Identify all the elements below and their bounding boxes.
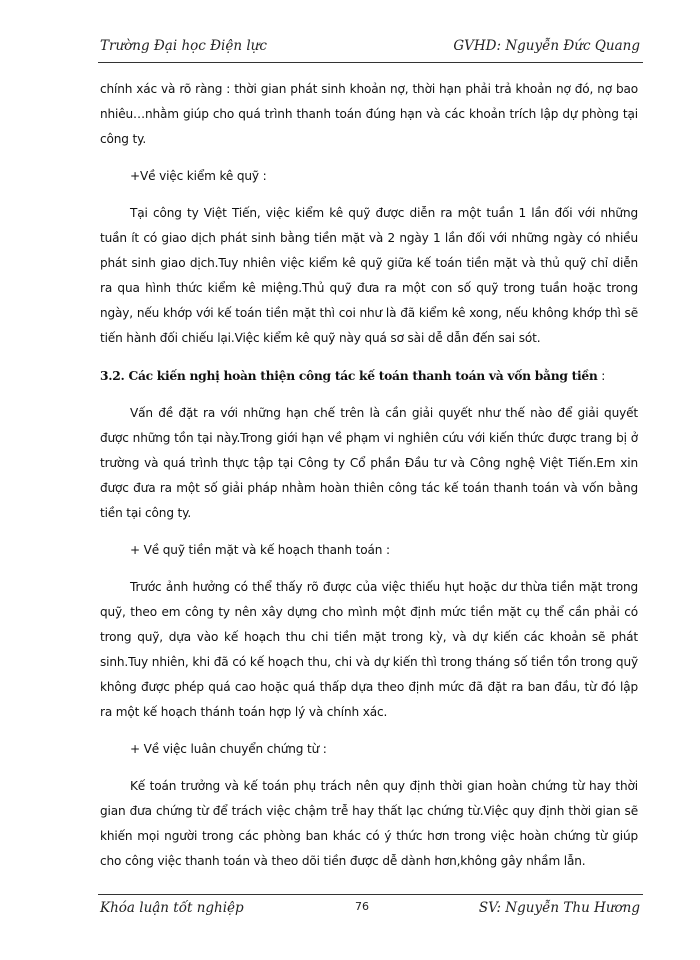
paragraph: Tại công ty Việt Tiến, việc kiểm kê quỹ được diễn ra một tuần 1 lần đối với những tuần ít có giao dịch phát sinh bằng tiền mặt và 2 ngày 1 lần đối với những ngày có nhiều phát sinh giao dịch.Tuy nhiên việc kiểm kê quỹ giữa kế toán tiền mặt và thủ quỹ chỉ diễn ra qua hình thức kiểm kê miệng.Thủ quỹ đưa ra một con số quỹ trong tuần hoặc trong ngày, nếu khớp với kế toán tiền mặt thì coi như là đã kiểm kê xong, nếu không khớp thì sẽ tiến hành đối chiếu lại.Việc kiểm kê quỹ này quá sơ sài dễ dẫn đến sai sót. xyxy=(100,206,638,345)
page-number: 76 xyxy=(355,900,369,913)
paragraph: Trước ảnh hưởng có thể thấy rõ được của việc thiếu hụt hoặc dư thừa tiền mặt trong quỹ, theo em công ty nên xây dựng cho mình một định mức tiền mặt cụ thể cần phải có trong quỹ, dựa vào kế hoạch thu chi tiền mặt trong kỳ, và dự kiến các khoản sẽ phát sinh.Tuy nhiên, khi đã có kế hoạch thu, chi và dự kiến thì trong tháng số tiền tồn trong quỹ không được phép quá cao hoặc quá thấp dựa theo định mức đã đặt ra ban đầu, từ đó lập ra một kế hoạch thánh toán hợp lý và chính xác. xyxy=(100,580,638,719)
section-label-cash-plan: + Về quỹ tiền mặt và kế hoạch thanh toán : xyxy=(130,543,390,557)
section-label-cash-count: +Về việc kiểm kê quỹ : xyxy=(130,169,267,183)
document-body xyxy=(100,77,638,874)
section-heading xyxy=(100,363,638,389)
page-header xyxy=(100,38,640,54)
section-heading-suffix: : xyxy=(597,369,606,383)
paragraph: Vấn đề đặt ra với những hạn chế trên là cần giải quyết như thế nào để giải quyết được những tồn tại này.Trong giới hạn về phạm vi nghiên cứu với kiến thức được trang bị ở trường và quá trình thực tập tại Công ty Cổ phần Đầu tư và Công nghệ Việt Tiến.Em xin được đưa ra một số giải pháp nhằm hoàn thiên công tác kế toán thanh toán và vốn bằng tiền tại công ty. xyxy=(100,406,638,520)
paragraph: Kế toán trưởng và kế toán phụ trách nên quy định thời gian hoàn chứng từ hay thời gian đưa chứng từ để trách việc chậm trễ hay thất lạc chứng từ.Việc quy định thời gian sẽ khiến mọi người trong các phòng ban khác có ý thức hơn trong việc hoàn chứng từ giúp cho công việc thanh toán và theo dõi tiền được dễ dành hơn,không gây nhầm lẫn. xyxy=(100,779,638,868)
header-school: Trường Đại học Điện lực xyxy=(100,38,267,54)
header-divider xyxy=(98,62,643,63)
footer-student: SV: Nguyễn Thu Hương xyxy=(478,900,640,916)
footer-thesis-label: Khóa luận tốt nghiệp xyxy=(100,900,244,916)
section-label-documents: + Về việc luân chuyển chứng từ : xyxy=(130,742,327,756)
section-heading-text: 3.2. Các kiến nghị hoàn thiện công tác kế toán thanh toán và vốn bằng tiền xyxy=(100,368,598,383)
paragraph: chính xác và rõ ràng : thời gian phát sinh khoản nợ, thời hạn phải trả khoản nợ đó, nợ bao nhiêu…nhằm giúp cho quá trình thanh toán đúng hạn và các khoản trích lập dự phòng tại công ty. xyxy=(100,82,638,146)
header-advisor: GVHD: Nguyễn Đức Quang xyxy=(453,38,640,54)
footer-divider xyxy=(98,894,643,895)
